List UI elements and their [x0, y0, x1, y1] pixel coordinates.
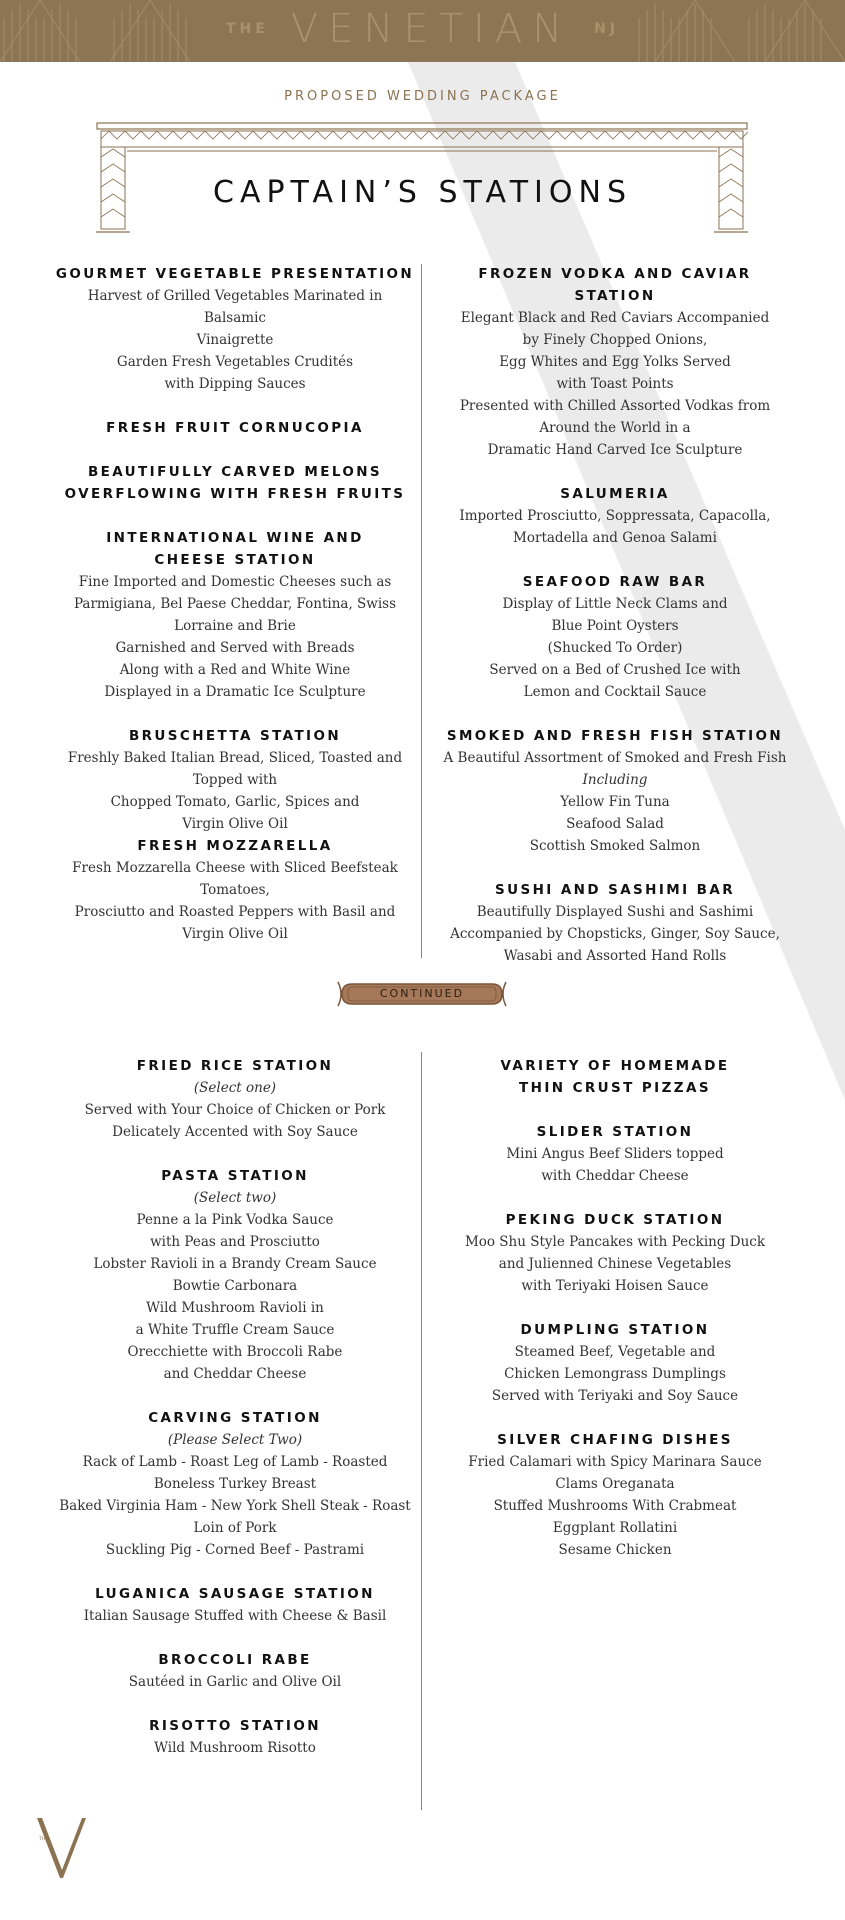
menu-line: A Beautiful Assortment of Smoked and Fresh Fish [443, 750, 787, 766]
section-spacer [435, 1297, 795, 1319]
station-section [55, 1407, 415, 1561]
station-section [435, 1209, 795, 1297]
menu-line: Egg Whites and Egg Yolks Served [499, 354, 731, 370]
station-section [55, 1715, 415, 1759]
menu-line: Accompanied by Chopsticks, Ginger, Soy Sauce, [450, 926, 780, 942]
menu-line: Served with Teriyaki and Soy Sauce [491, 1388, 739, 1404]
station-heading: PASTA STATION [161, 1168, 309, 1184]
station-section [435, 1319, 795, 1407]
station-heading: BRUSCHETTA STATION [128, 728, 342, 744]
menu-line: Topped with [192, 772, 278, 788]
menu-line: Prosciutto and Roasted Peppers with Basil and [74, 904, 396, 920]
menu-line: and Julienned Chinese Vegetables [498, 1256, 732, 1272]
station-heading: SEAFOOD RAW BAR [522, 574, 708, 590]
menu-line: Beautifully Displayed Sushi and Sashimi [476, 904, 754, 920]
menu-line: Loin of Pork [193, 1520, 277, 1536]
station-heading: VARIETY OF HOMEMADE [500, 1058, 730, 1074]
package-subtitle: PROPOSED WEDDING PACKAGE [284, 89, 561, 104]
menu-line: Virgin Olive Oil [182, 926, 288, 942]
station-heading: FRESH FRUIT CORNUCOPIA [106, 420, 364, 436]
menu-line: Stuffed Mushrooms With Crabmeat [493, 1498, 737, 1514]
menu-line: (Shucked To Order) [547, 640, 683, 656]
menu-line: Tomatoes, [200, 882, 270, 898]
menu-line: Mini Angus Beef Sliders topped [506, 1146, 724, 1162]
station-heading: THIN CRUST PIZZAS [519, 1080, 711, 1096]
menu-line: Steamed Beef, Vegetable and [514, 1344, 716, 1360]
section-spacer [435, 857, 795, 879]
menu-line: with Teriyaki Hoisen Sauce [521, 1278, 709, 1294]
menu-line: Rack of Lamb - Roast Leg of Lamb - Roasted [82, 1454, 388, 1470]
station-heading: FROZEN VODKA AND CAVIAR STATION [478, 266, 752, 304]
page-title: CAPTAIN’S STATIONS [213, 175, 632, 210]
menu-line: Orecchiette with Broccoli Rabe [127, 1344, 343, 1360]
station-heading: RISOTTO STATION [149, 1718, 321, 1734]
menu-line: Wasabi and Assorted Hand Rolls [503, 948, 727, 964]
venetian-logo-text [0, 6, 845, 52]
brand-venetian: VENETIAN [290, 6, 573, 52]
station-heading: CHEESE STATION [154, 552, 316, 568]
station-heading: CARVING STATION [148, 1410, 322, 1426]
menu-line: with Dipping Sauces [164, 376, 306, 392]
menu-line: Virgin Olive Oil [182, 816, 288, 832]
menu-line: Served on a Bed of Crushed Ice with [489, 662, 741, 678]
section-spacer [55, 1693, 415, 1715]
station-section [55, 1055, 415, 1143]
station-section [55, 417, 415, 439]
station-heading: FRIED RICE STATION [136, 1058, 334, 1074]
menu-line: Suckling Pig - Corned Beef - Pastrami [105, 1542, 365, 1558]
menu-line: Scottish Smoked Salmon [529, 838, 701, 854]
menu-line: Sesame Chicken [558, 1542, 672, 1558]
menu-line: Dramatic Hand Carved Ice Sculpture [487, 442, 743, 458]
section-spacer [435, 1187, 795, 1209]
left-column-top [55, 263, 415, 945]
station-section [435, 1429, 795, 1561]
column-divider-bottom [421, 1052, 422, 1810]
station-heading: SILVER CHAFING DISHES [497, 1432, 733, 1448]
station-section [55, 461, 415, 505]
menu-line: Clams Oreganata [555, 1476, 675, 1492]
logo-letter-text: V [34, 1812, 35, 1813]
station-section [55, 527, 415, 703]
station-section [55, 835, 415, 945]
station-heading: PEKING DUCK STATION [505, 1212, 725, 1228]
menu-line: Harvest of Grilled Vegetables Marinated in Balsamic [87, 288, 383, 326]
menu-line: with Cheddar Cheese [541, 1168, 689, 1184]
menu-line: Moo Shu Style Pancakes with Pecking Duck [464, 1234, 766, 1250]
menu-line: Boneless Turkey Breast [153, 1476, 317, 1492]
station-section [435, 263, 795, 461]
menu-line: Vinaigrette [196, 332, 274, 348]
menu-line: Italian Sausage Stuffed with Cheese & Basil [83, 1608, 387, 1624]
right-column-bottom [435, 1055, 795, 1561]
menu-line: (Please Select Two) [167, 1432, 303, 1448]
menu-line: with Toast Points [556, 376, 674, 392]
station-section [435, 571, 795, 703]
left-column-bottom [55, 1055, 415, 1759]
station-section [435, 725, 795, 857]
menu-line: Parmigiana, Bel Paese Cheddar, Fontina, Swiss [73, 596, 397, 612]
section-spacer [55, 1143, 415, 1165]
section-spacer [55, 1561, 415, 1583]
menu-line: Delicately Accented with Soy Sauce [112, 1124, 358, 1140]
menu-line: a White Truffle Cream Sauce [135, 1322, 335, 1338]
menu-line: and Cheddar Cheese [163, 1366, 307, 1382]
venetian-v-logo [34, 1812, 90, 1882]
station-section [55, 1165, 415, 1385]
menu-line: Lorraine and Brie [174, 618, 296, 634]
menu-line: Lemon and Cocktail Sauce [523, 684, 707, 700]
menu-line: Elegant Black and Red Caviars Accompanied [460, 310, 770, 326]
station-heading: INTERNATIONAL WINE AND [106, 530, 364, 546]
menu-line: (Select two) [193, 1190, 277, 1206]
menu-line: Wild Mushroom Risotto [154, 1740, 316, 1756]
section-spacer [435, 703, 795, 725]
section-spacer [55, 439, 415, 461]
station-heading: DUMPLING STATION [520, 1322, 710, 1338]
header-banner [0, 0, 845, 62]
menu-line: Bowtie Carbonara [172, 1278, 298, 1294]
right-column-top [435, 263, 795, 967]
menu-line: Fine Imported and Domestic Cheeses such as [78, 574, 392, 590]
continued-label: CONTINUED [379, 987, 465, 1000]
menu-line: Including [582, 772, 648, 788]
menu-line: Baked Virginia Ham - New York Shell Steak - Roast [59, 1498, 411, 1514]
station-heading: SALUMERIA [560, 486, 670, 502]
menu-line: Garden Fresh Vegetables Crudités [116, 354, 354, 370]
menu-line: Seafood Salad [566, 816, 664, 832]
section-spacer [435, 461, 795, 483]
station-section [435, 879, 795, 967]
menu-line: Freshly Baked Italian Bread, Sliced, Toasted and [67, 750, 403, 766]
section-spacer [435, 1099, 795, 1121]
menu-line: Lobster Ravioli in a Brandy Cream Sauce [93, 1256, 377, 1272]
menu-line: Blue Point Oysters [551, 618, 679, 634]
column-divider-top [421, 264, 422, 958]
station-section [55, 1583, 415, 1627]
menu-line: Displayed in a Dramatic Ice Sculpture [104, 684, 366, 700]
station-section [55, 263, 415, 395]
station-section [435, 1121, 795, 1187]
station-heading: SLIDER STATION [536, 1124, 694, 1140]
section-spacer [55, 703, 415, 725]
menu-line: Garnished and Served with Breads [115, 640, 355, 656]
menu-line: Penne a la Pink Vodka Sauce [136, 1212, 334, 1228]
station-heading: GOURMET VEGETABLE PRESENTATION [55, 266, 415, 282]
section-spacer [55, 505, 415, 527]
station-heading: OVERFLOWING WITH FRESH FRUITS [64, 486, 406, 502]
section-spacer [55, 1627, 415, 1649]
menu-line: Served with Your Choice of Chicken or Pork [84, 1102, 386, 1118]
menu-line: Presented with Chilled Assorted Vodkas from [459, 398, 771, 414]
station-heading: LUGANICA SAUSAGE STATION [95, 1586, 375, 1602]
brand-the: THE [225, 21, 269, 37]
menu-line: Around the World in a [539, 420, 691, 436]
station-heading: BEAUTIFULLY CARVED MELONS [87, 464, 383, 480]
menu-line: Chopped Tomato, Garlic, Spices and [110, 794, 360, 810]
station-heading: SMOKED AND FRESH FISH STATION [446, 728, 784, 744]
menu-line: Along with a Red and White Wine [119, 662, 351, 678]
menu-line: with Peas and Prosciutto [150, 1234, 320, 1250]
station-heading: BROCCOLI RABE [158, 1652, 312, 1668]
section-spacer [435, 1407, 795, 1429]
menu-line: (Select one) [193, 1080, 277, 1096]
menu-line: Display of Little Neck Clams and [502, 596, 728, 612]
brand-nj: NJ [594, 21, 620, 37]
station-section [435, 1055, 795, 1099]
station-section [435, 483, 795, 549]
station-section [55, 1649, 415, 1693]
menu-line: Sautéed in Garlic and Olive Oil [128, 1674, 342, 1690]
menu-line: Fried Calamari with Spicy Marinara Sauce [468, 1454, 762, 1470]
logo-small-text: THE [39, 1837, 48, 1842]
section-spacer [435, 549, 795, 571]
menu-line: Wild Mushroom Ravioli in [146, 1300, 324, 1316]
menu-line: Yellow Fin Tuna [560, 794, 670, 810]
section-spacer [55, 1385, 415, 1407]
section-spacer [55, 395, 415, 417]
station-section [55, 725, 415, 835]
menu-line: by Finely Chopped Onions, [522, 332, 708, 348]
menu-line: Mortadella and Genoa Salami [513, 530, 717, 546]
menu-line: Fresh Mozzarella Cheese with Sliced Beefsteak [72, 860, 398, 876]
menu-line: Imported Prosciutto, Soppressata, Capacolla, [459, 508, 771, 524]
menu-line: Eggplant Rollatini [552, 1520, 678, 1536]
station-heading: FRESH MOZZARELLA [137, 838, 333, 854]
station-heading: SUSHI AND SASHIMI BAR [495, 882, 735, 898]
menu-line: Chicken Lemongrass Dumplings [504, 1366, 726, 1382]
